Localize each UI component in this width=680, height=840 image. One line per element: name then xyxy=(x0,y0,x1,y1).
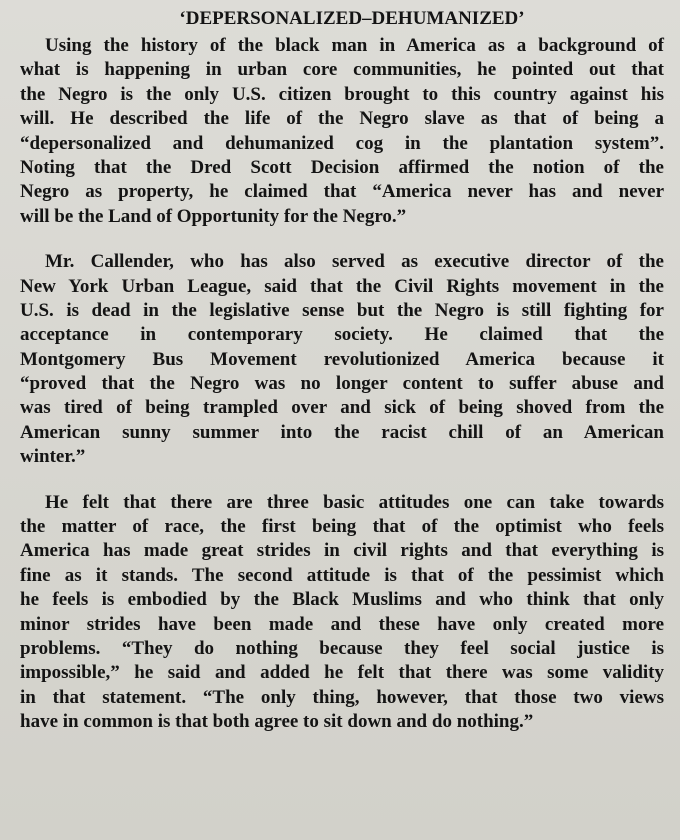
text-line: Montgomery Bus Movement revolutionized America because it xyxy=(20,348,664,370)
text-line: he feels is embodied by the Black Muslims and who think that only xyxy=(20,589,664,611)
text-line: Using the history of the black man in America as a background of xyxy=(45,35,664,56)
text-line: impossible,” he said and added he felt that there was some validity xyxy=(20,662,664,684)
text-line: “proved that the Negro was no longer content to suffer abuse and xyxy=(20,373,664,395)
text-line: problems. “They do nothing because they feel social justice is xyxy=(20,637,664,659)
text-line: He felt that there are three basic attitudes one can take towards xyxy=(45,491,664,513)
article-paragraph-2 xyxy=(20,250,664,470)
text-line: was tired of being trampled over and sick of being shoved from the xyxy=(20,397,664,419)
text-line: fine as it stands. The second attitude is that of the pessimist which xyxy=(20,564,664,586)
text-line: “depersonalized and dehumanized cog in the plantation system”. xyxy=(20,132,664,154)
text-line: winter.” xyxy=(20,446,86,468)
text-line: New York Urban League, said that the Civil Rights movement in the xyxy=(20,275,664,297)
text-line: what is happening in urban core communities, he pointed out that xyxy=(20,59,664,81)
text-line: the Negro is the only U.S. citizen brought to this country against his xyxy=(20,83,664,105)
text-line: America has made great strides in civil rights and that everything is xyxy=(20,540,664,562)
text-line: will. He described the life of the Negro slave as that of being a xyxy=(20,108,664,130)
text-line: minor strides have been made and these have only created more xyxy=(20,613,664,635)
text-line: the matter of race, the first being that of the optimist who feels xyxy=(20,516,664,538)
text-line: will be the Land of Opportunity for the Negro.” xyxy=(20,205,407,227)
text-line: Negro as property, he claimed that “America never has and never xyxy=(20,181,664,203)
article-heading: ‘DEPERSONALIZED–DEHUMANIZED’ xyxy=(179,8,525,29)
article-paragraph-1 xyxy=(20,34,664,229)
text-line: Noting that the Dred Scott Decision affirmed the notion of the xyxy=(20,156,664,178)
article-paragraph-3 xyxy=(20,491,664,735)
text-line: in that statement. “The only thing, however, that those two views xyxy=(20,686,664,708)
text-line: Mr. Callender, who has also served as executive director of the xyxy=(45,251,664,273)
text-line: American sunny summer into the racist chill of an American xyxy=(20,421,664,443)
text-line: have in common is that both agree to sit down and do nothing.” xyxy=(20,711,534,733)
text-line: U.S. is dead in the legislative sense but the Negro is still fighting for xyxy=(20,299,664,321)
text-line: acceptance in contemporary society. He claimed that the xyxy=(20,324,664,346)
